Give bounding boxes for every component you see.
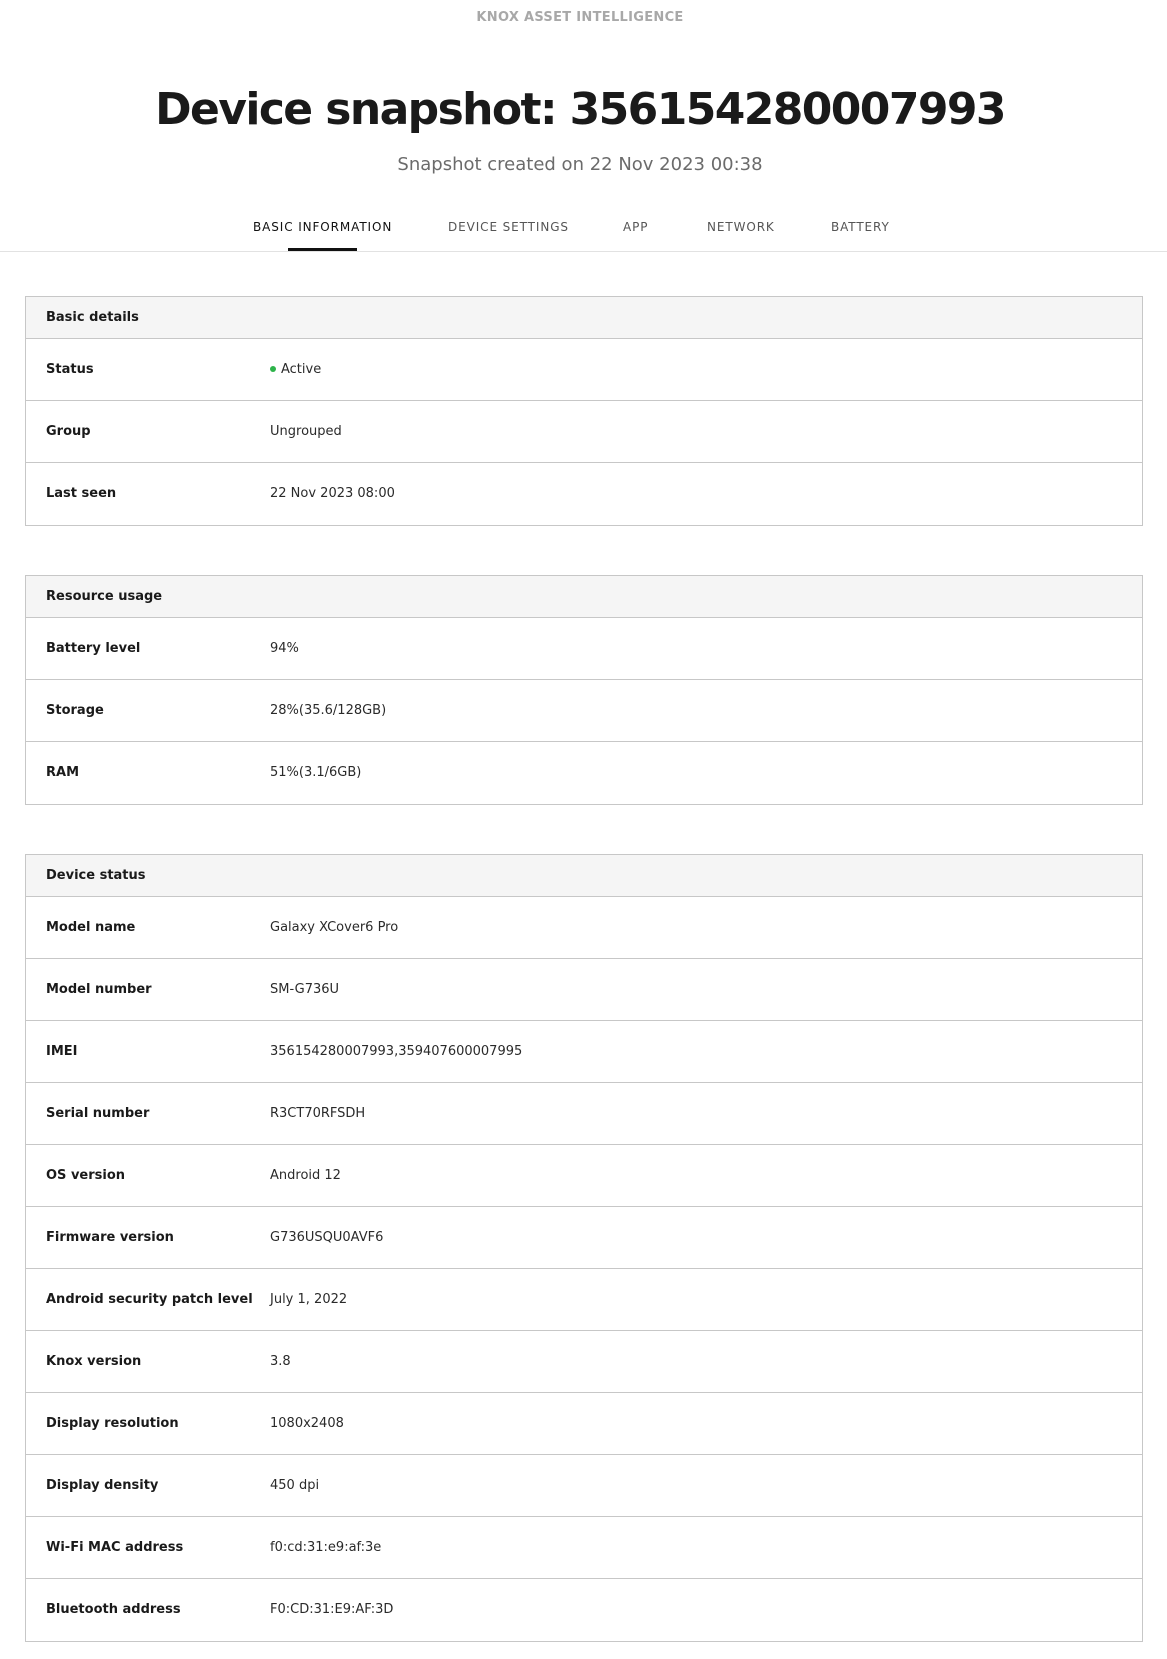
row-value: 51%(3.1/6GB) [270, 765, 362, 780]
section-header: Resource usage [26, 576, 1142, 618]
detail-row-os-version [26, 1145, 1142, 1207]
row-label: OS version [46, 1168, 126, 1183]
detail-row-group [26, 401, 1142, 463]
row-label: Bluetooth address [46, 1602, 181, 1617]
row-value [270, 339, 321, 400]
row-label: Storage [46, 703, 104, 718]
page-title: Device snapshot: 356154280007993 [155, 84, 1005, 135]
status-active-dot-icon [270, 366, 276, 372]
row-value: 28%(35.6/128GB) [270, 703, 387, 718]
row-label: Knox version [46, 1354, 142, 1369]
row-label: Display resolution [46, 1416, 179, 1431]
row-value: Ungrouped [270, 424, 342, 439]
row-value: G736USQU0AVF6 [270, 1230, 384, 1245]
row-label: IMEI [46, 1044, 78, 1059]
row-label: Wi-Fi MAC address [46, 1540, 184, 1555]
detail-row-wifi-mac-address [26, 1517, 1142, 1579]
basic-details-card [25, 296, 1143, 526]
row-label: Serial number [46, 1106, 150, 1121]
detail-row-bluetooth-address [26, 1579, 1142, 1641]
brand-label: KNOX ASSET INTELLIGENCE [476, 10, 684, 25]
detail-row-model-number [26, 959, 1142, 1021]
active-tab-indicator [288, 248, 357, 251]
row-value: 94% [270, 641, 299, 656]
detail-row-display-resolution [26, 1393, 1142, 1455]
tab-device-settings[interactable]: DEVICE SETTINGS [448, 220, 569, 234]
row-label: Last seen [46, 486, 117, 501]
detail-row-last-seen [26, 463, 1142, 525]
detail-row-ram [26, 742, 1142, 804]
snapshot-timestamp: Snapshot created on 22 Nov 2023 00:38 [397, 154, 763, 175]
detail-row-firmware-version [26, 1207, 1142, 1269]
row-value: July 1, 2022 [270, 1292, 348, 1307]
detail-row-display-density [26, 1455, 1142, 1517]
row-value: SM-G736U [270, 982, 340, 997]
row-value: 1080x2408 [270, 1416, 344, 1431]
row-label: Android security patch level [46, 1292, 253, 1307]
row-label: RAM [46, 765, 80, 780]
row-label: Status [46, 362, 94, 377]
detail-row-storage [26, 680, 1142, 742]
row-value: 450 dpi [270, 1478, 320, 1493]
status-value: Active [281, 362, 322, 377]
row-value: f0:cd:31:e9:af:3e [270, 1540, 382, 1555]
detail-row-security-patch-level [26, 1269, 1142, 1331]
tab-network[interactable]: NETWORK [707, 220, 775, 234]
row-value: 3.8 [270, 1354, 291, 1369]
row-value: Galaxy XCover6 Pro [270, 920, 399, 935]
row-value: 22 Nov 2023 08:00 [270, 486, 395, 501]
row-label: Battery level [46, 641, 141, 656]
detail-row-battery-level [26, 618, 1142, 680]
detail-row-model-name [26, 897, 1142, 959]
tab-basic-information[interactable]: BASIC INFORMATION [253, 220, 393, 234]
row-value: R3CT70RFSDH [270, 1106, 366, 1121]
row-value: F0:CD:31:E9:AF:3D [270, 1602, 394, 1617]
detail-row-status [26, 339, 1142, 401]
section-header: Basic details [26, 297, 1142, 339]
row-label: Group [46, 424, 91, 439]
resource-usage-card [25, 575, 1143, 805]
row-value: Android 12 [270, 1168, 341, 1183]
row-label: Model name [46, 920, 136, 935]
detail-row-serial-number [26, 1083, 1142, 1145]
row-value: 356154280007993,359407600007995 [270, 1044, 523, 1059]
tab-bar [0, 204, 1167, 252]
device-status-card [25, 854, 1143, 1642]
tab-app[interactable]: APP [623, 220, 649, 234]
detail-row-knox-version [26, 1331, 1142, 1393]
section-header: Device status [26, 855, 1142, 897]
row-label: Model number [46, 982, 152, 997]
detail-row-imei [26, 1021, 1142, 1083]
row-label: Display density [46, 1478, 159, 1493]
row-label: Firmware version [46, 1230, 174, 1245]
tab-battery[interactable]: BATTERY [831, 220, 890, 234]
